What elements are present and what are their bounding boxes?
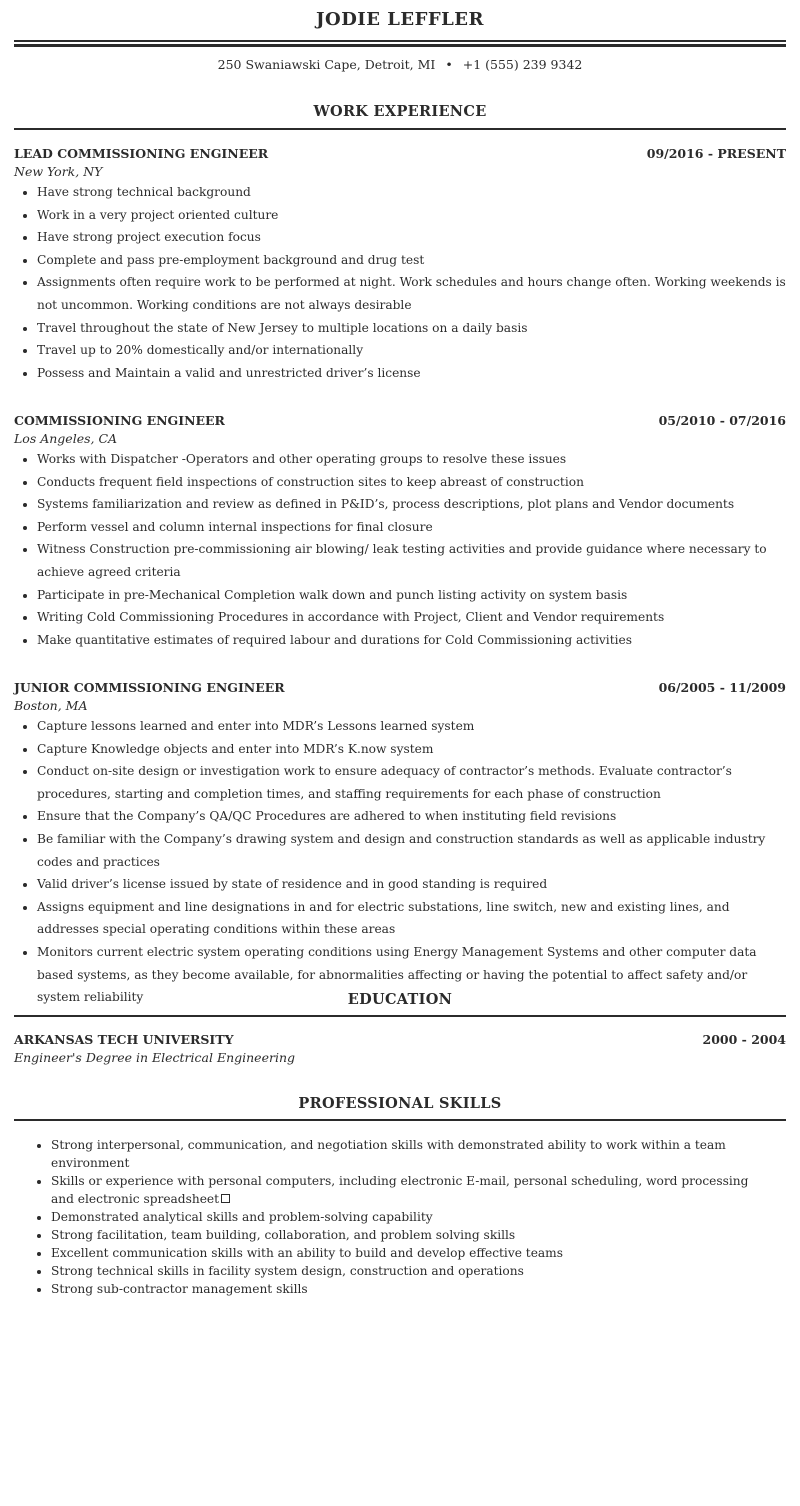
skill-item: [51, 1172, 760, 1208]
job-bullet: • Writing Cold Commissioning Procedures in accordance with Project, Client and Vendor requirements: [37, 606, 786, 629]
skills-divider: [14, 1119, 786, 1121]
education-header: [14, 1031, 786, 1049]
skill-item: • Strong interpersonal, communication, and negotiation skills with demonstrated ability to work within a team environment: [51, 1136, 760, 1172]
skills-section: [28, 1136, 760, 1298]
skills-title: PROFESSIONAL SKILLS: [298, 1095, 502, 1112]
job-entry: [14, 412, 786, 651]
job-bullet: • Assigns equipment and line designations in and for electric substations, line switch, new and existing lines, and addresses special operating conditions within these areas: [37, 896, 786, 941]
job-bullet: • Conduct on-site design or investigation work to ensure adequacy of contractor’s methods. Evaluate contractor’s procedures, starting and completion times, and staffing requirements for each phase of construction: [37, 760, 786, 805]
education-dates: 2000 - 2004: [702, 1032, 786, 1047]
job-header: [14, 412, 786, 430]
job-bullet: • Work in a very project oriented culture: [37, 204, 786, 227]
header-divider-bottom: [14, 44, 786, 47]
degree: Engineer's Degree in Electrical Engineering: [14, 1050, 295, 1065]
job-dates: 05/2010 - 07/2016: [658, 413, 786, 428]
skills-list: [28, 1136, 760, 1298]
job-location: New York, NY: [14, 164, 103, 179]
job-bullets: [14, 448, 786, 651]
header-divider-top: [14, 40, 786, 42]
job-bullet: • Capture lessons learned and enter into MDR’s Lessons learned system: [37, 715, 786, 738]
job-bullet: • Have strong technical background: [37, 181, 786, 204]
job-bullet: • Possess and Maintain a valid and unrestricted driver’s license: [37, 362, 786, 385]
school-name: ARKANSAS TECH UNIVERSITY: [14, 1032, 234, 1047]
job-bullet: • Assignments often require work to be performed at night. Work schedules and hours change often. Working weekends is not uncommon. Working conditions are not always desirable: [37, 271, 786, 316]
job-bullet: • Witness Construction pre-commissioning air blowing/ leak testing activities and provide guidance where necessary to achieve agreed criteria: [37, 538, 786, 583]
job-bullet: • Valid driver’s license issued by state of residence and in good standing is required: [37, 873, 786, 896]
education-title: EDUCATION: [347, 991, 453, 1008]
job-bullet: • Travel up to 20% domestically and/or internationally: [37, 339, 786, 362]
job-title: JUNIOR COMMISSIONING ENGINEER: [14, 680, 285, 695]
job-location: Boston, MA: [14, 698, 88, 713]
job-bullet: • Capture Knowledge objects and enter into MDR’s K.now system: [37, 738, 786, 761]
job-location: Los Angeles, CA: [14, 431, 118, 446]
job-bullet: • Ensure that the Company’s QA/QC Procedures are adhered to when instituting field revisions: [37, 805, 786, 828]
job-dates: 09/2016 - PRESENT: [646, 146, 786, 161]
job-bullet: • Monitors current electric system operating conditions using Energy Management Systems and other computer data based systems, as they become available, for abnormalities affecting or having the potential to affect safety and/or system reliability: [37, 941, 786, 1009]
job-bullet: • Complete and pass pre-employment background and drug test: [37, 249, 786, 272]
education-entry: [14, 1031, 786, 1067]
job-entry: [14, 679, 786, 1009]
job-header: [14, 679, 786, 697]
contact-line: [0, 57, 800, 72]
job-bullet: • Systems familiarization and review as defined in P&ID’s, process descriptions, plot plans and Vendor documents: [37, 493, 786, 516]
missing-glyph-icon: [221, 1194, 230, 1203]
job-bullet: • Conducts frequent field inspections of construction sites to keep abreast of construction: [37, 471, 786, 494]
job-bullet: • Have strong project execution focus: [37, 226, 786, 249]
job-bullet: • Make quantitative estimates of required labour and durations for Cold Commissioning activities: [37, 629, 786, 652]
job-bullet: • Travel throughout the state of New Jersey to multiple locations on a daily basis: [37, 317, 786, 340]
job-entry: [14, 145, 786, 384]
education-divider: [14, 1015, 786, 1017]
job-bullet: • Works with Dispatcher -Operators and other operating groups to resolve these issues: [37, 448, 786, 471]
job-title: COMMISSIONING ENGINEER: [14, 413, 225, 428]
job-bullet: • Participate in pre-Mechanical Completion walk down and punch listing activity on system basis: [37, 584, 786, 607]
contact-phone: +1 (555) 239 9342: [462, 57, 583, 72]
job-bullets: [14, 181, 786, 384]
job-bullet: • Be familiar with the Company’s drawing system and design and construction standards as well as applicable industry codes and practices: [37, 828, 786, 873]
skill-text: Skills or experience with personal computers, including electronic E-mail, personal scheduling, word processing and electronic spreadsheet: [51, 1174, 749, 1206]
work-experience-title: WORK EXPERIENCE: [313, 103, 487, 120]
contact-address: 250 Swaniawski Cape, Detroit, MI: [217, 57, 436, 72]
skill-item: • Strong sub-contractor management skills: [51, 1280, 760, 1298]
skill-item: • Excellent communication skills with an ability to build and develop effective teams: [51, 1244, 760, 1262]
skill-item: • Strong technical skills in facility system design, construction and operations: [51, 1262, 760, 1280]
job-title: LEAD COMMISSIONING ENGINEER: [14, 146, 269, 161]
job-bullets: [14, 715, 786, 1009]
job-header: [14, 145, 786, 163]
candidate-name: JODIE LEFFLER: [316, 9, 484, 30]
skill-item: • Demonstrated analytical skills and problem-solving capability: [51, 1208, 760, 1226]
work-experience-divider: [14, 128, 786, 130]
job-dates: 06/2005 - 11/2009: [658, 680, 786, 695]
contact-separator: •: [445, 57, 453, 72]
job-bullet: • Perform vessel and column internal inspections for final closure: [37, 516, 786, 539]
skill-item: • Strong facilitation, team building, collaboration, and problem solving skills: [51, 1226, 760, 1244]
